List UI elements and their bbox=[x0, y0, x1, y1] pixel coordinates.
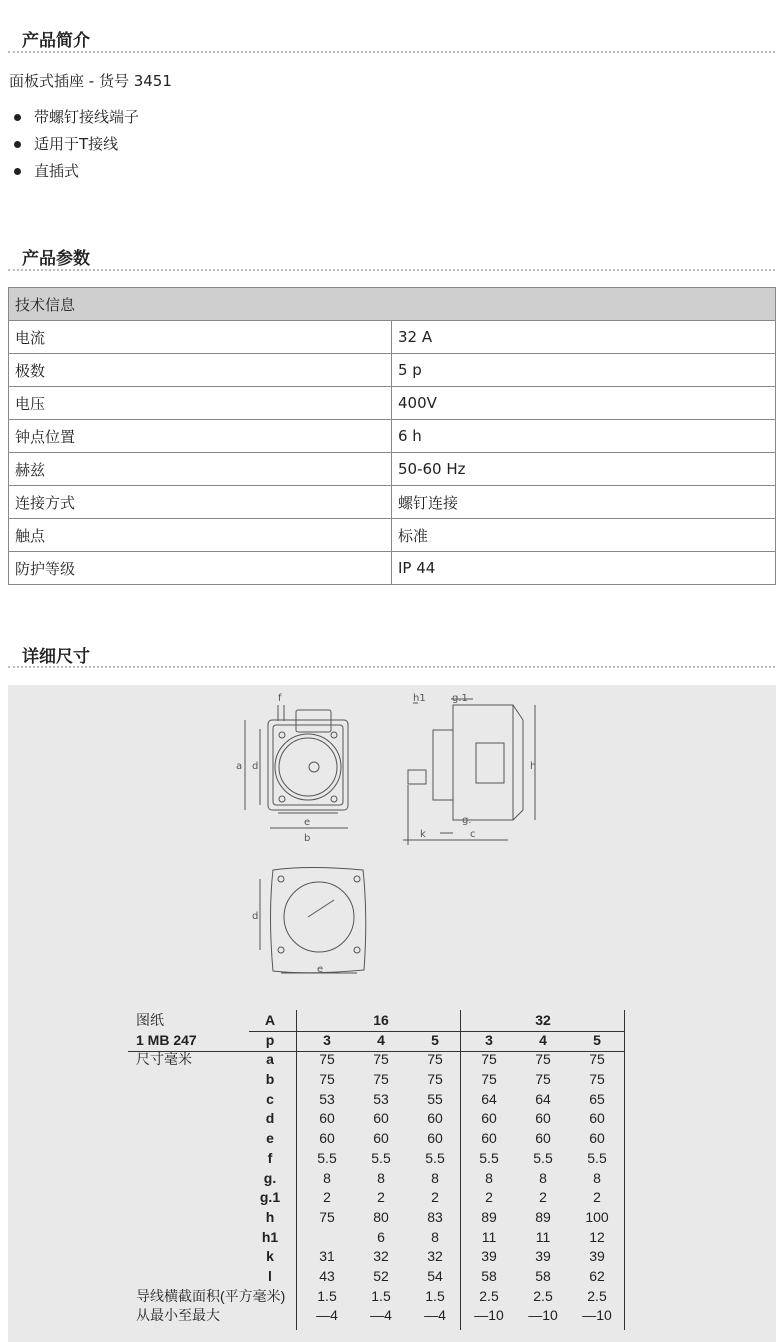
table-row bbox=[128, 1207, 626, 1227]
dim-table-unit: e bbox=[266, 1130, 274, 1147]
dim-label-d2: d bbox=[252, 911, 259, 922]
dim-label-c: c bbox=[470, 829, 476, 840]
dim-table-cell: 5 bbox=[431, 1031, 439, 1048]
dim-table-cell: 39 bbox=[481, 1248, 497, 1265]
table-row bbox=[128, 1069, 626, 1089]
dim-label-b: b bbox=[304, 833, 311, 844]
front-view-drawing bbox=[245, 705, 348, 828]
section-title-dims: 详细尺寸 bbox=[22, 647, 90, 667]
dim-label-e2: e bbox=[317, 964, 324, 975]
feature-list bbox=[14, 106, 139, 187]
dim-table-cell: —10 bbox=[474, 1307, 504, 1324]
table-row bbox=[128, 1010, 626, 1030]
dim-table-unit: f bbox=[267, 1149, 273, 1166]
dim-table-cell: 75 bbox=[535, 1071, 551, 1088]
dim-table-cell: 58 bbox=[535, 1267, 551, 1284]
dim-table-cell: 54 bbox=[427, 1267, 443, 1284]
spec-value: IP 44 bbox=[392, 552, 776, 585]
dim-table-cell: 60 bbox=[481, 1130, 497, 1147]
table-row bbox=[128, 1227, 626, 1247]
dim-table-cell: 60 bbox=[319, 1110, 335, 1127]
spec-value: 6 h bbox=[392, 420, 776, 453]
dim-table-unit: k bbox=[266, 1248, 274, 1265]
spec-value: 400V bbox=[392, 387, 776, 420]
dim-table-cell: 8 bbox=[539, 1169, 547, 1186]
table-row bbox=[128, 1168, 626, 1188]
dim-table-cell: 52 bbox=[373, 1267, 389, 1284]
dim-table-body bbox=[128, 1049, 626, 1325]
dim-table-cell: 60 bbox=[319, 1130, 335, 1147]
table-row bbox=[9, 519, 776, 552]
dim-table-cell: —10 bbox=[528, 1307, 558, 1324]
spec-key: 电压 bbox=[9, 387, 392, 420]
dim-table-group: 16 bbox=[373, 1012, 389, 1028]
dim-label-e: e bbox=[304, 817, 311, 828]
table-row bbox=[128, 1030, 626, 1050]
dim-table-cell: 1.5 bbox=[317, 1287, 337, 1304]
spec-key: 连接方式 bbox=[9, 486, 392, 519]
table-row bbox=[9, 486, 776, 519]
table-row bbox=[9, 552, 776, 585]
dim-table-cell: 65 bbox=[589, 1090, 605, 1107]
dim-table-unit: c bbox=[266, 1090, 274, 1107]
table-row bbox=[128, 1286, 626, 1306]
dim-table-unit: h1 bbox=[261, 1228, 279, 1245]
dim-table-cell: 100 bbox=[585, 1208, 609, 1225]
dim-table-unit: b bbox=[265, 1071, 275, 1088]
dim-table-cell: 60 bbox=[481, 1110, 497, 1127]
dim-table-cell: 2 bbox=[593, 1189, 601, 1206]
dim-label-g1: g.1 bbox=[452, 693, 468, 704]
dim-table-cell: 75 bbox=[589, 1071, 605, 1088]
dim-table-cell: 5.5 bbox=[317, 1149, 337, 1166]
dim-table-cell: 60 bbox=[589, 1110, 605, 1127]
dim-table-cell: 2 bbox=[323, 1189, 331, 1206]
dim-table-unit: p bbox=[265, 1031, 275, 1048]
dim-table-cell: 75 bbox=[427, 1071, 443, 1088]
dim-table-cell: 5.5 bbox=[425, 1149, 445, 1166]
table-row bbox=[9, 420, 776, 453]
dim-table-cell: 3 bbox=[323, 1031, 331, 1048]
table-row bbox=[128, 1089, 626, 1109]
spec-key: 钟点位置 bbox=[9, 420, 392, 453]
dim-table-cell: 5 bbox=[593, 1031, 601, 1048]
dim-table-cell: 11 bbox=[481, 1228, 497, 1245]
dim-label-h1: h1 bbox=[413, 693, 426, 704]
dim-table-cell: 75 bbox=[589, 1051, 605, 1068]
dim-label-f: f bbox=[278, 693, 282, 704]
table-row bbox=[128, 1148, 626, 1168]
spec-key: 电流 bbox=[9, 321, 392, 354]
spec-key: 触点 bbox=[9, 519, 392, 552]
dim-table-cell: 60 bbox=[373, 1130, 389, 1147]
dim-table-cell: 2.5 bbox=[479, 1287, 499, 1304]
dim-table-cell: 2 bbox=[539, 1189, 547, 1206]
dim-table-cell: —4 bbox=[316, 1307, 338, 1324]
dim-label-a: a bbox=[236, 761, 243, 772]
dim-table-cell: 80 bbox=[373, 1208, 389, 1225]
dim-table-cell: 60 bbox=[535, 1130, 551, 1147]
dim-table-cell: 75 bbox=[373, 1051, 389, 1068]
dim-table-cell: 53 bbox=[319, 1090, 335, 1107]
table-row bbox=[128, 1128, 626, 1148]
section-divider bbox=[8, 666, 775, 668]
spec-value: 螺钉连接 bbox=[392, 486, 776, 519]
dim-table-cell: 58 bbox=[481, 1267, 497, 1284]
dim-table-cell: 2.5 bbox=[533, 1287, 553, 1304]
dim-table-label: 尺寸毫米 bbox=[136, 1051, 192, 1068]
spec-value: 50-60 Hz bbox=[392, 453, 776, 486]
dim-table-cell: —4 bbox=[424, 1307, 446, 1324]
dim-table-cell: 2.5 bbox=[587, 1287, 607, 1304]
dim-table-unit: h bbox=[265, 1208, 275, 1225]
dim-table-cell: 5.5 bbox=[479, 1149, 499, 1166]
dim-table-cell: 6 bbox=[377, 1228, 385, 1245]
dim-table-cell: 32 bbox=[427, 1248, 443, 1265]
section-title-intro: 产品简介 bbox=[22, 31, 90, 51]
table-row bbox=[9, 387, 776, 420]
dim-table-label: 从最小至最大 bbox=[136, 1307, 220, 1324]
dim-table-cell: 8 bbox=[485, 1169, 493, 1186]
dim-table-cell: 75 bbox=[535, 1051, 551, 1068]
dim-table-label: 导线横截面积(平方毫米) bbox=[136, 1287, 286, 1304]
spec-table-header: 技术信息 bbox=[9, 288, 776, 321]
dim-table-cell: —4 bbox=[370, 1307, 392, 1324]
dim-table-cell: 75 bbox=[481, 1051, 497, 1068]
table-row bbox=[128, 1305, 626, 1325]
dim-table-cell: 39 bbox=[589, 1248, 605, 1265]
dim-table-cell: 2 bbox=[485, 1189, 493, 1206]
dim-table-unit: l bbox=[268, 1267, 272, 1284]
dim-table-group: 32 bbox=[535, 1012, 551, 1028]
dim-table-cell: 12 bbox=[589, 1228, 605, 1245]
product-intro-line: 面板式插座 - 货号 3451 bbox=[9, 72, 172, 90]
table-row bbox=[9, 453, 776, 486]
section-title-params: 产品参数 bbox=[22, 249, 90, 269]
dim-table-cell: 75 bbox=[319, 1051, 335, 1068]
dim-table-cell: 75 bbox=[427, 1051, 443, 1068]
dim-table-cell: 64 bbox=[481, 1090, 497, 1107]
dim-table-unit: A bbox=[264, 1012, 276, 1028]
dim-label-g: g. bbox=[462, 815, 472, 826]
dim-table-cell: 3 bbox=[485, 1031, 493, 1048]
dim-table-cell: 8 bbox=[593, 1169, 601, 1186]
table-row bbox=[9, 321, 776, 354]
table-row bbox=[128, 1108, 626, 1128]
section-divider bbox=[8, 51, 775, 53]
dim-table-cell: 2 bbox=[431, 1189, 439, 1206]
dim-table-cell: 43 bbox=[319, 1267, 335, 1284]
spec-key: 赫兹 bbox=[9, 453, 392, 486]
dim-table-unit: g. bbox=[263, 1169, 277, 1186]
dim-table-label: 1 MB 247 bbox=[136, 1031, 197, 1048]
dim-table-cell: 8 bbox=[377, 1169, 385, 1186]
dim-table-cell: 4 bbox=[377, 1031, 385, 1048]
feature-item: 直插式 bbox=[14, 160, 139, 187]
dim-table-cell: 60 bbox=[427, 1110, 443, 1127]
dim-table-cell: —10 bbox=[582, 1307, 612, 1324]
feature-item: 带螺钉接线端子 bbox=[14, 106, 139, 133]
table-row bbox=[128, 1246, 626, 1266]
dim-table-cell: 75 bbox=[319, 1071, 335, 1088]
dim-table-cell: 5.5 bbox=[533, 1149, 553, 1166]
cutout-view-drawing bbox=[260, 868, 366, 974]
spec-value: 标准 bbox=[392, 519, 776, 552]
dim-table-cell: 4 bbox=[539, 1031, 547, 1048]
dim-table-cell: 60 bbox=[589, 1130, 605, 1147]
table-row bbox=[128, 1266, 626, 1286]
spec-value: 5 p bbox=[392, 354, 776, 387]
dim-table-cell: 60 bbox=[535, 1110, 551, 1127]
spec-key: 防护等级 bbox=[9, 552, 392, 585]
dim-table-label: 图纸 bbox=[136, 1012, 164, 1028]
dim-table-unit: d bbox=[265, 1110, 275, 1127]
dim-table-cell: 11 bbox=[535, 1228, 551, 1245]
dim-label-k: k bbox=[420, 829, 426, 840]
dim-table-cell: 32 bbox=[373, 1248, 389, 1265]
dim-label-h: h bbox=[530, 761, 537, 772]
dim-table-cell: 83 bbox=[427, 1208, 443, 1225]
dim-table-cell: 39 bbox=[535, 1248, 551, 1265]
dim-table-cell: 5.5 bbox=[587, 1149, 607, 1166]
dim-table-cell: 60 bbox=[427, 1130, 443, 1147]
dim-table-cell: 75 bbox=[319, 1208, 335, 1225]
table-row bbox=[128, 1049, 626, 1069]
dim-table-cell: 62 bbox=[589, 1267, 605, 1284]
dim-table-cell: 5.5 bbox=[371, 1149, 391, 1166]
dim-table-cell: 1.5 bbox=[371, 1287, 391, 1304]
dim-table-cell: 75 bbox=[481, 1071, 497, 1088]
feature-item: 适用于T接线 bbox=[14, 133, 139, 160]
dim-table-cell: 55 bbox=[427, 1090, 443, 1107]
dim-table-cell: 89 bbox=[481, 1208, 497, 1225]
dim-table-cell: 53 bbox=[373, 1090, 389, 1107]
spec-value: 32 A bbox=[392, 321, 776, 354]
spec-key: 极数 bbox=[9, 354, 392, 387]
spec-table bbox=[8, 287, 776, 585]
dim-table-cell: 31 bbox=[319, 1248, 335, 1265]
dim-table-cell: 8 bbox=[323, 1169, 331, 1186]
dim-table-cell: 89 bbox=[535, 1208, 551, 1225]
table-row bbox=[9, 354, 776, 387]
dim-table-cell: 2 bbox=[377, 1189, 385, 1206]
section-divider bbox=[8, 269, 775, 271]
spec-table-header-row bbox=[9, 288, 776, 321]
dim-table-cell: 75 bbox=[373, 1071, 389, 1088]
dimension-table bbox=[128, 1010, 626, 1325]
dim-table-unit: a bbox=[266, 1051, 274, 1068]
dim-table-cell: 1.5 bbox=[425, 1287, 445, 1304]
table-row bbox=[128, 1187, 626, 1207]
dim-table-cell: 8 bbox=[431, 1169, 439, 1186]
dim-label-d: d bbox=[252, 761, 259, 772]
dim-table-unit: g.1 bbox=[259, 1189, 281, 1206]
dim-table-cell: 64 bbox=[535, 1090, 551, 1107]
dim-table-cell: 60 bbox=[373, 1110, 389, 1127]
dim-table-cell: 8 bbox=[431, 1228, 439, 1245]
